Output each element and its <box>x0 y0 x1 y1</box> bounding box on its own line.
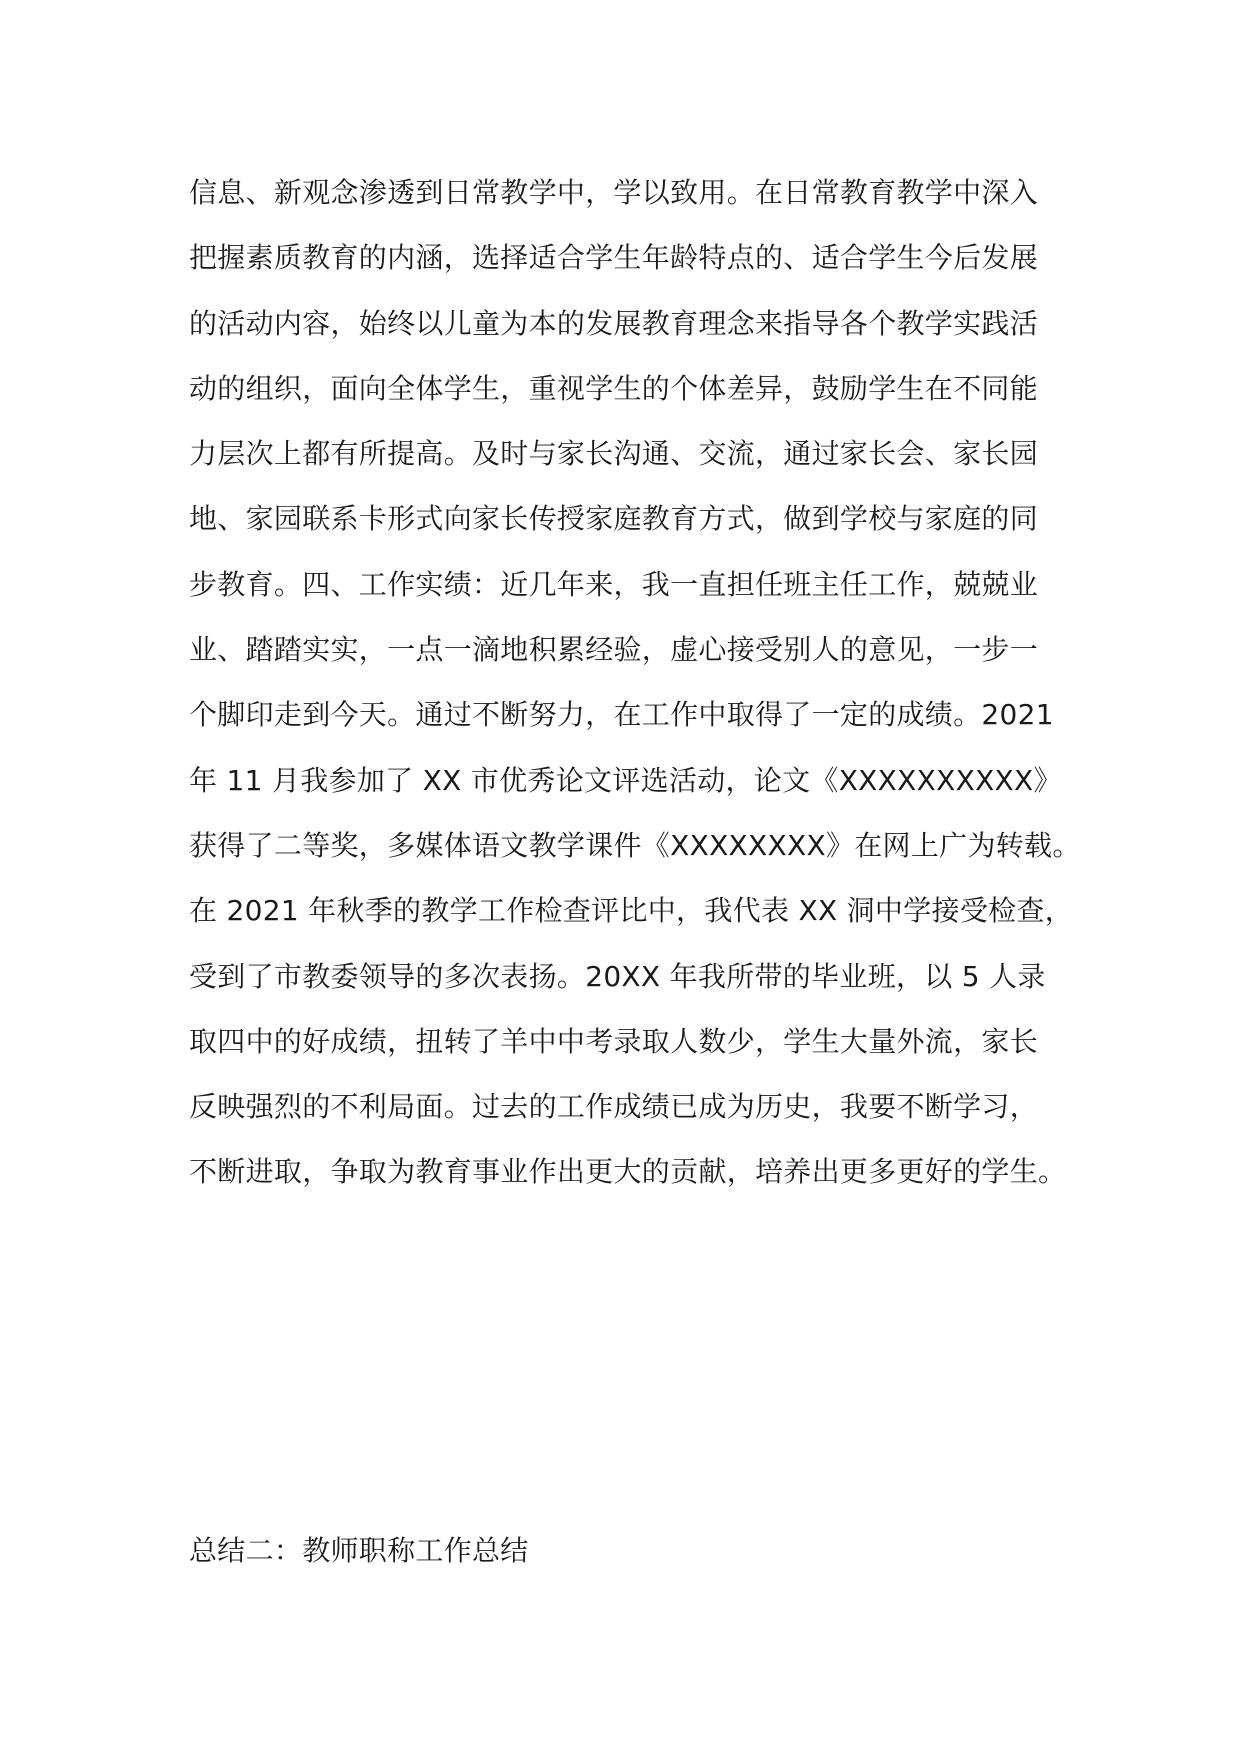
paragraph-line: 在 2021 年秋季的教学工作检查评比中，我代表 XX 洞中学接受检查， <box>189 894 1074 928</box>
paragraph-line: 不断进取，争取为教育事业作出更大的贡献，培养出更多更好的学生。 <box>189 1155 1067 1189</box>
paragraph-line: 信息、新观念渗透到日常教学中，学以致用。在日常教育教学中深入 <box>189 176 1039 209</box>
paragraph-line: 把握素质教育的内涵，选择适合学生年龄特点的、适合学生今后发展 <box>189 241 1039 275</box>
paragraph-line: 步教育。四、工作实绩：近几年来，我一直担任班主任工作，兢兢业 <box>189 567 1039 601</box>
paragraph-line: 反映强烈的不利局面。过去的工作成绩已成为历史，我要不断学习， <box>189 1090 1039 1124</box>
paragraph-line: 的活动内容，始终以儿童为本的发展教育理念来指导各个教学实践活 <box>189 306 1039 340</box>
paragraph-line: 获得了二等奖，多媒体语文教学课件《XXXXXXXX》在网上广为转载。 <box>189 828 1081 862</box>
paragraph-line: 力层次上都有所提高。及时与家长沟通、交流，通过家长会、家长园 <box>189 437 1039 471</box>
body-paragraph <box>189 160 1089 1205</box>
paragraph-line: 业、踏踏实实，一点一滴地积累经验，虚心接受别人的意见，一步一 <box>189 633 1039 667</box>
paragraph-line: 受到了市教委领导的多次表扬。20XX 年我所带的毕业班，以 5 人录 <box>189 959 1046 993</box>
section-heading: 总结二：教师职称工作总结 <box>189 1534 529 1567</box>
paragraph-line: 地、家园联系卡形式向家长传授家庭教育方式，做到学校与家庭的同 <box>189 502 1039 536</box>
paragraph-line: 年 11 月我参加了 XX 市优秀论文评选活动，论文《XXXXXXXXXX》 <box>189 763 1062 797</box>
paragraph-line: 取四中的好成绩，扭转了羊中中考录取人数少，学生大量外流，家长 <box>189 1024 1039 1058</box>
paragraph-line: 动的组织，面向全体学生，重视学生的个体差异，鼓励学生在不同能 <box>189 371 1039 405</box>
paragraph-line: 个脚印走到今天。通过不断努力，在工作中取得了一定的成绩。2021 <box>189 698 1054 732</box>
